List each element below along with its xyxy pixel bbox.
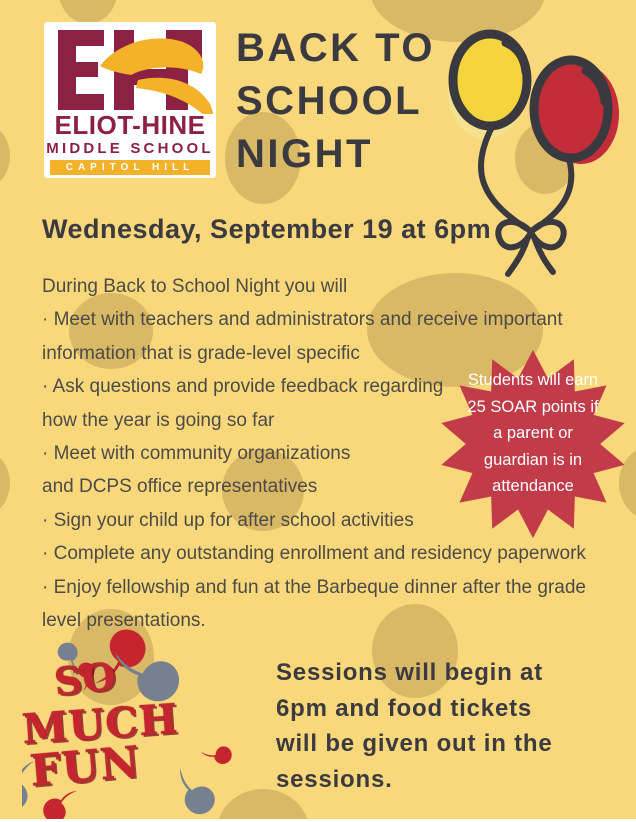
body-line: · Complete any outstanding enrollment and residency paperwork [42,543,586,565]
soar-points-badge-text [457,367,609,500]
badge-line: 25 SOAR points if [467,397,599,416]
footer-line: Sessions will begin at [276,659,543,686]
footer-line: will be given out in the [276,730,553,757]
body-line: · Enjoy fellowship and fun at the Barbeque dinner after the grade [42,576,586,598]
footer-line: sessions. [276,765,393,793]
school-type: MIDDLE SCHOOL [46,140,214,157]
footer-line: 6pm and food tickets [276,694,533,722]
eh-monogram-icon [44,22,216,114]
body-line: information that is grade-level specific [42,342,360,364]
fun-word-fun: FUN [28,737,143,797]
school-logo [44,22,216,178]
body-line: · Sign your child up for after school activities [42,509,414,531]
date-heading: Wednesday, September 19 at 6pm [42,214,492,244]
title-line-1: BACK TO [236,26,435,70]
badge-line: guardian is in [483,450,583,469]
body-line: · Meet with community organizations [42,443,351,465]
body-line: how the year is going so far [42,409,275,431]
title-line-2: SCHOOL [236,79,423,123]
body-line: and DCPS office representatives [42,476,318,498]
so-much-fun-graphic [22,622,237,822]
badge-line: attendance [492,477,574,495]
school-name: ELIOT-HINE [54,110,206,140]
badge-line: a parent or [493,424,573,442]
title-line-3: NIGHT [236,132,373,176]
badge-line: Students will earn [467,371,599,389]
bow-icon [498,222,563,274]
capitol-hill-banner: CAPITOL HILL [50,160,210,175]
body-line: During Back to School Night you will [42,276,348,297]
fun-word-much: MUCH [20,694,180,754]
body-line: level presentations. [42,610,206,632]
page-title [236,22,435,181]
body-line: · Meet with teachers and administrators and receive important [42,309,563,331]
body-line: · Ask questions and provide feedback regarding [42,376,444,398]
footer-text [276,655,553,797]
fun-word-so: SO [51,652,119,705]
